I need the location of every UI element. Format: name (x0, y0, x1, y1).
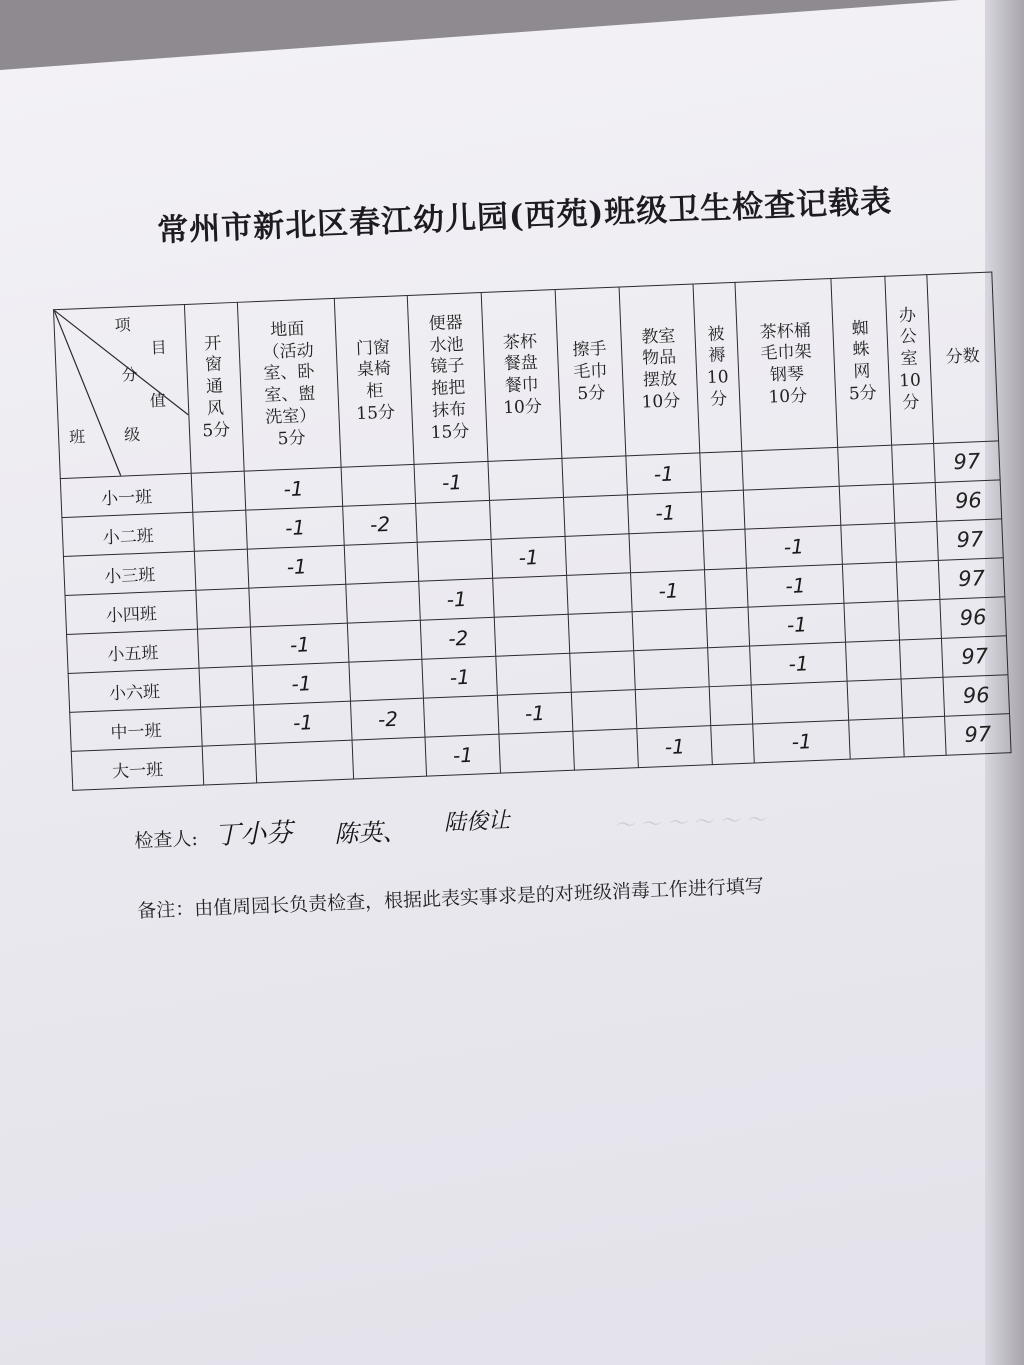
score-cell: 96 (935, 480, 1002, 522)
deduction-cell (488, 458, 563, 500)
score-cell: 97 (938, 558, 1005, 600)
deduction-cell (844, 601, 899, 642)
deduction-cell (636, 687, 711, 729)
column-header-line: 茶杯桶 (759, 320, 812, 343)
column-header-line: 10 (898, 370, 922, 392)
document-body (30, 71, 1024, 989)
deduction-cell (496, 653, 571, 695)
column-header-line: 10分 (768, 385, 808, 408)
column-header-5 (555, 287, 627, 458)
deduction-cell (701, 490, 745, 531)
deduction-cell: -2 (350, 698, 425, 740)
column-header-line: 窗 (204, 354, 223, 376)
deduction-cell (709, 685, 753, 726)
column-header-line: 门窗 (355, 337, 391, 359)
column-header-line: 开 (203, 333, 222, 354)
column-header-line: 分 (709, 389, 728, 410)
column-header-line: 教室 (640, 325, 676, 348)
deduction-cell (565, 534, 631, 576)
deduction-cell (898, 599, 942, 640)
deduction-cell (634, 648, 709, 690)
deduction-cell: -1 (753, 720, 851, 763)
column-header-line: 蜘 (851, 318, 870, 339)
column-header-line: 地面 (269, 318, 305, 341)
deduction-cell: -1 (628, 492, 703, 534)
deduction-cell: -1 (750, 642, 848, 685)
deduction-cell: -1 (746, 564, 844, 607)
deduction-cell (563, 495, 629, 537)
deduction-cell (843, 562, 898, 603)
remark-text: 备注：由值周园长负责检查，根据此表实事求是的对班级消毒工作进行填写 (136, 875, 765, 923)
column-header-line: 室 (900, 348, 919, 370)
column-header-line: 被 (707, 323, 725, 345)
deduction-cell (569, 651, 635, 693)
column-header-line: 10分 (502, 396, 543, 418)
deduction-cell (893, 482, 937, 523)
column-header-line: 毛巾 (573, 361, 608, 383)
deduction-cell (561, 456, 627, 498)
deduction-cell (895, 521, 939, 562)
table-body (60, 441, 1011, 790)
deduction-cell (700, 451, 744, 492)
column-header-line: 5分 (577, 383, 606, 405)
column-header-line: 水池 (429, 334, 464, 356)
deduction-cell (197, 627, 252, 668)
deduction-cell: -2 (343, 503, 418, 545)
deduction-cell: -1 (248, 545, 346, 588)
column-header-line: 5分 (277, 427, 306, 449)
deduction-cell: -1 (497, 692, 572, 734)
deduction-cell (418, 539, 493, 581)
class-name: 小四班 (65, 590, 197, 634)
corner-label-left2: 级 (123, 424, 141, 445)
column-header-line: 桌椅 (356, 358, 392, 381)
deduction-cell (846, 640, 901, 681)
score-cell: 96 (940, 597, 1007, 639)
corner-cell (54, 304, 192, 478)
deduction-cell (711, 724, 755, 765)
deduction-cell (703, 529, 747, 570)
column-header-line: 5分 (848, 383, 878, 405)
column-header-line: 洗室） (264, 405, 317, 428)
deduction-cell (194, 549, 249, 590)
deduction-cell: -1 (748, 603, 846, 646)
column-header-line: 褥 (708, 345, 726, 367)
deduction-cell: -1 (252, 662, 350, 705)
inspection-table (53, 272, 1012, 791)
column-header-8 (735, 278, 838, 451)
deduction-cell (743, 486, 841, 529)
deduction-cell (896, 560, 940, 601)
column-header-2 (334, 295, 414, 467)
deduction-cell (416, 500, 491, 542)
column-header-line: 拖把 (430, 377, 466, 400)
corner-label-mid2: 值 (149, 390, 167, 411)
column-header-line: 镜子 (430, 356, 465, 378)
class-name: 小一班 (60, 473, 192, 517)
deduction-cell: -1 (415, 461, 490, 503)
column-header-line: 便器 (428, 312, 464, 334)
deduction-cell (349, 659, 424, 701)
column-header-7 (693, 282, 742, 453)
deduction-cell (629, 531, 704, 573)
column-header-10 (885, 275, 934, 446)
column-header-line: 公 (899, 326, 918, 348)
inspector-label: 检查人: (133, 827, 199, 853)
deduction-cell: -1 (246, 506, 344, 549)
column-header-line: 10分 (641, 390, 681, 413)
deduction-cell (256, 740, 354, 783)
signature-3: 陆俊让 (443, 808, 511, 836)
class-name: 中一班 (70, 707, 202, 751)
deduction-cell (571, 690, 637, 732)
column-header-line: 室、盥 (263, 383, 316, 406)
deduction-cell: -1 (254, 701, 352, 744)
signature-1: 丁小芬 (213, 818, 293, 852)
score-cell: 97 (941, 636, 1008, 678)
deduction-cell (493, 575, 568, 617)
score-cell: 96 (943, 675, 1010, 717)
deduction-cell (199, 666, 254, 707)
deduction-cell (566, 573, 632, 615)
class-name: 小三班 (63, 551, 195, 595)
deduction-cell: -2 (421, 617, 496, 659)
deduction-cell (352, 737, 427, 779)
deduction-cell (751, 681, 849, 724)
deduction-cell: -1 (491, 536, 566, 578)
deduction-cell: -1 (245, 467, 343, 510)
deduction-cell (841, 523, 896, 564)
column-header-line: 风 (206, 398, 225, 420)
deduction-cell (490, 497, 565, 539)
deduction-cell (706, 607, 750, 648)
column-header-3 (408, 293, 488, 465)
document-title: 常州市新北区春江幼儿园(西苑)班级卫生检查记载表 (156, 183, 893, 249)
deduction-cell: -1 (422, 656, 497, 698)
column-header-line: 5分 (201, 419, 231, 441)
column-header-4 (481, 290, 561, 462)
score-cell: 97 (945, 714, 1012, 756)
deduction-cell (838, 445, 893, 486)
corner-label-top2: 目 (150, 337, 168, 358)
column-header-line: 物品 (641, 347, 677, 369)
deduction-cell: -1 (419, 578, 494, 620)
deduction-cell (344, 542, 419, 584)
deduction-cell (201, 705, 256, 746)
deduction-cell (708, 646, 752, 687)
deduction-cell (249, 584, 347, 627)
deduction-cell (901, 677, 945, 718)
deduction-cell (742, 447, 840, 490)
deduction-cell (196, 588, 251, 629)
deduction-cell (494, 614, 569, 656)
deduction-cell (191, 471, 246, 512)
column-header-line: 摆放 (642, 369, 678, 391)
column-header-line: 擦手 (572, 339, 607, 361)
deduction-cell (568, 612, 634, 654)
bleed-through-text: ～ ～ ～ ～ ～ ～ (613, 807, 767, 838)
column-header-line: 分 (902, 392, 920, 413)
column-header-line: 蛛 (852, 339, 870, 361)
column-header-line: 办 (898, 305, 917, 326)
deduction-cell (347, 620, 422, 662)
column-header-line: 茶杯 (502, 331, 538, 353)
column-header-line: 柜 (365, 381, 384, 402)
deduction-cell (899, 638, 943, 679)
deduction-cell (849, 718, 904, 759)
deduction-cell: -1 (251, 623, 349, 666)
column-header-line: 室、卧 (263, 362, 315, 385)
column-header-1 (238, 298, 341, 471)
deduction-cell: -1 (745, 525, 843, 568)
deduction-cell (202, 744, 257, 785)
corner-label-top: 项 (114, 315, 132, 335)
deduction-cell: -1 (626, 453, 701, 495)
deduction-cell (903, 716, 947, 757)
column-header-line: 餐巾 (504, 374, 540, 397)
column-header-0 (184, 302, 244, 473)
deduction-cell (341, 464, 416, 506)
score-cell: 97 (934, 441, 1001, 483)
signature-2: 陈英、 (333, 817, 407, 849)
column-header-9 (831, 276, 891, 447)
column-header-line: 毛巾架 (760, 342, 812, 365)
column-header-line: 15分 (430, 421, 470, 443)
column-header-line: 通 (205, 376, 224, 398)
deduction-cell (704, 568, 748, 609)
deduction-cell: -1 (425, 734, 500, 776)
deduction-cell (424, 695, 499, 737)
deduction-cell (572, 729, 638, 771)
score-header: 分数 (927, 272, 999, 443)
class-name: 大一班 (71, 746, 203, 790)
corner-label-mid: 分 (121, 364, 139, 385)
column-header-line: 10 (706, 367, 729, 389)
corner-label-left: 班 (68, 427, 86, 447)
score-cell: 97 (937, 519, 1004, 561)
deduction-cell: -1 (637, 726, 712, 768)
deduction-cell (840, 484, 895, 525)
deduction-cell (892, 444, 936, 485)
class-name: 小六班 (68, 668, 200, 712)
column-header-line: 餐盘 (503, 353, 539, 375)
class-name: 小五班 (67, 629, 199, 673)
column-header-6 (620, 284, 700, 456)
column-header-line: 网 (852, 361, 871, 383)
deduction-cell (499, 731, 574, 773)
deduction-cell (633, 609, 708, 651)
column-header-line: （活动 (262, 340, 314, 363)
deduction-cell (346, 581, 421, 623)
class-name: 小二班 (62, 512, 194, 556)
column-header-line: 抹布 (431, 399, 467, 421)
deduction-cell (848, 679, 903, 720)
deduction-cell: -1 (631, 570, 706, 612)
column-header-line: 钢琴 (769, 364, 805, 386)
deduction-cell (193, 510, 248, 551)
column-header-line: 15分 (355, 402, 396, 424)
